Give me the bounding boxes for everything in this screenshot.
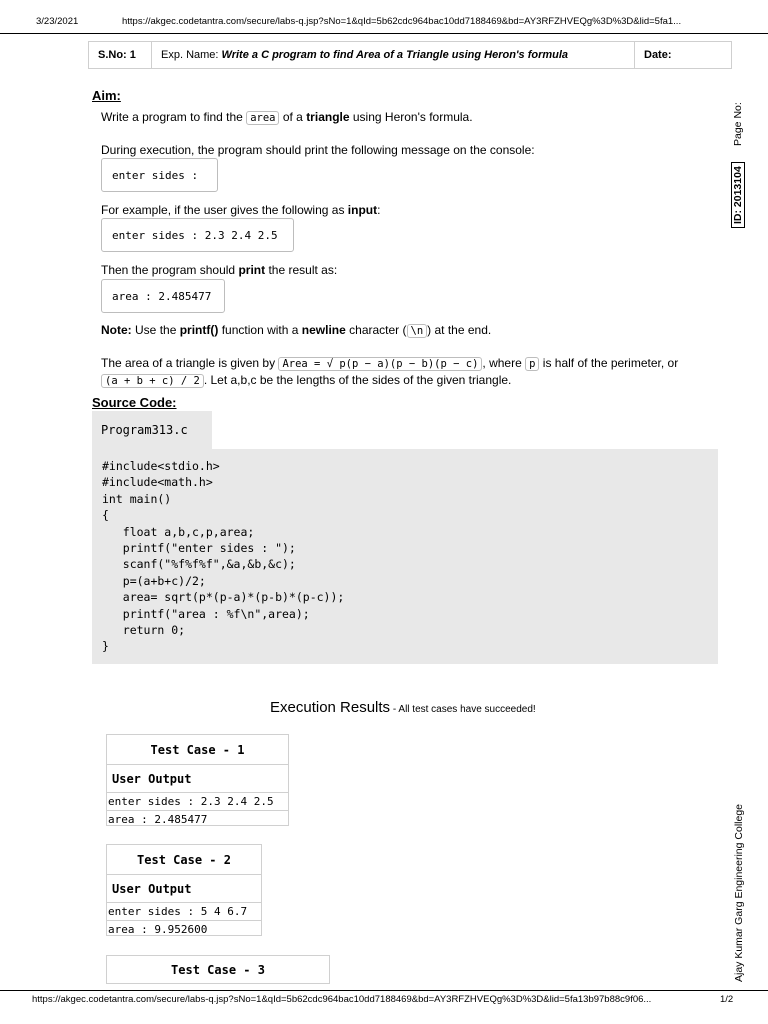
- aim-line-1-post: using Heron's formula.: [352, 110, 473, 124]
- aim-line-4-post: the result as:: [268, 263, 338, 277]
- page-number-label: Page No:: [732, 102, 744, 146]
- aim-line-4-text: Then the program should: [101, 263, 236, 277]
- header-url[interactable]: https://akgec.codetantra.com/secure/labs-q.jsp?sNo=1&qId=5b62cdc964bac10dd7188469&bd=AY3RFZHVEQg%3D%3D&lid=5fa1...: [122, 16, 682, 27]
- prompt-example-box: enter sides :: [101, 158, 218, 192]
- user-output-label: User Output: [107, 875, 261, 903]
- aim-line-1: [101, 109, 473, 126]
- print-date: 3/23/2021: [36, 16, 79, 27]
- execution-results-header: [270, 699, 536, 717]
- aim-line-1-bold: triangle: [306, 110, 350, 124]
- aim-line-3-post: :: [377, 203, 381, 217]
- note-mid: function with a: [221, 323, 299, 337]
- formula-post: is half of the perimeter, or: [542, 356, 679, 370]
- aim-line-1-mid: of a: [282, 110, 303, 124]
- page-count: 1/2: [720, 994, 734, 1005]
- note-text: Use the: [135, 323, 177, 337]
- inline-code-newline: \n: [407, 324, 428, 338]
- inline-code-area: area: [246, 111, 279, 125]
- test-case-3: [106, 955, 330, 984]
- serial-number: S.No: 1: [89, 42, 152, 68]
- aim-line-2: During execution, the program should print the following message on the console:: [101, 143, 535, 157]
- note-char: character (: [349, 323, 407, 337]
- test-case-2: [106, 844, 262, 936]
- footer-url[interactable]: https://akgec.codetantra.com/secure/labs-q.jsp?sNo=1&qId=5b62cdc964bac10dd7188469&bd=AY3RFZHVEQg%3D%3D&lid=5fa13b97b88c9f06...: [32, 994, 652, 1005]
- inline-code-p: p: [525, 357, 539, 371]
- source-code-heading: Source Code:: [92, 395, 177, 410]
- aim-line-3-text: For example, if the user gives the following as: [101, 203, 345, 217]
- execution-results-status: - All test cases have succeeded!: [390, 704, 536, 715]
- aim-line-3-bold: input: [347, 203, 378, 217]
- experiment-meta-row: [88, 41, 732, 69]
- output-example-box: area : 2.485477: [101, 279, 225, 313]
- source-file-tab[interactable]: Program313.c: [92, 411, 212, 449]
- inline-code-formula: Area = √ p(p − a)(p − b)(p − c): [278, 357, 482, 371]
- input-example-box: enter sides : 2.3 2.4 2.5: [101, 218, 294, 252]
- aim-line-4-bold: print: [238, 263, 266, 277]
- note-function: printf(): [179, 323, 219, 337]
- header-divider: [0, 33, 768, 34]
- test-case-title: Test Case - 2: [107, 845, 261, 875]
- formula-mid: , where: [482, 356, 522, 370]
- test-case-title: Test Case - 1: [107, 735, 288, 765]
- test-case-output-line: area : 9.952600: [108, 923, 208, 936]
- perimeter-line: [101, 372, 511, 389]
- note-post: ) at the end.: [427, 323, 492, 337]
- date-label: Date:: [644, 49, 672, 61]
- aim-line-3: [101, 202, 380, 218]
- perimeter-text: . Let a,b,c be the lengths of the sides of the given triangle.: [203, 373, 512, 387]
- note-label: Note:: [101, 323, 132, 337]
- experiment-name-label: Exp. Name:: [161, 49, 219, 61]
- aim-heading: Aim:: [92, 88, 121, 103]
- aim-line-4: [101, 262, 337, 278]
- student-id-badge: ID: 2013104: [731, 162, 745, 228]
- inline-code-perimeter: (a + b + c) / 2: [101, 374, 204, 388]
- test-case-1: [106, 734, 289, 826]
- experiment-name: Write a C program to find Area of a Triangle using Heron's formula: [221, 49, 569, 61]
- test-case-input-line: enter sides : 2.3 2.4 2.5: [107, 793, 288, 811]
- formula-text: The area of a triangle is given by: [101, 356, 276, 370]
- note-line: [101, 322, 491, 339]
- footer-divider: [0, 990, 768, 991]
- aim-line-1-text: Write a program to find the: [101, 110, 243, 124]
- note-newline: newline: [301, 323, 346, 337]
- test-case-input-line: enter sides : 5 4 6.7: [107, 903, 261, 921]
- college-name: Ajay Kumar Garg Engineering College: [733, 803, 745, 982]
- test-case-title: Test Case - 3: [171, 962, 265, 977]
- user-output-label: User Output: [107, 765, 288, 793]
- test-case-output-line: area : 2.485477: [108, 813, 208, 826]
- execution-results-heading: Execution Results: [270, 699, 391, 716]
- source-code-block: #include<stdio.h> #include<math.h> int main() { float a,b,c,p,area; printf("enter sides : "); scanf("%f%f%f",&a,&b,&c); p=(a+b+c)/2; area= sqrt(p*(p-a)*(p-b)*(p-c)); printf("area : %f\n",area); return 0; }: [92, 449, 718, 664]
- formula-line: [101, 355, 678, 372]
- experiment-name-cell: [152, 42, 635, 68]
